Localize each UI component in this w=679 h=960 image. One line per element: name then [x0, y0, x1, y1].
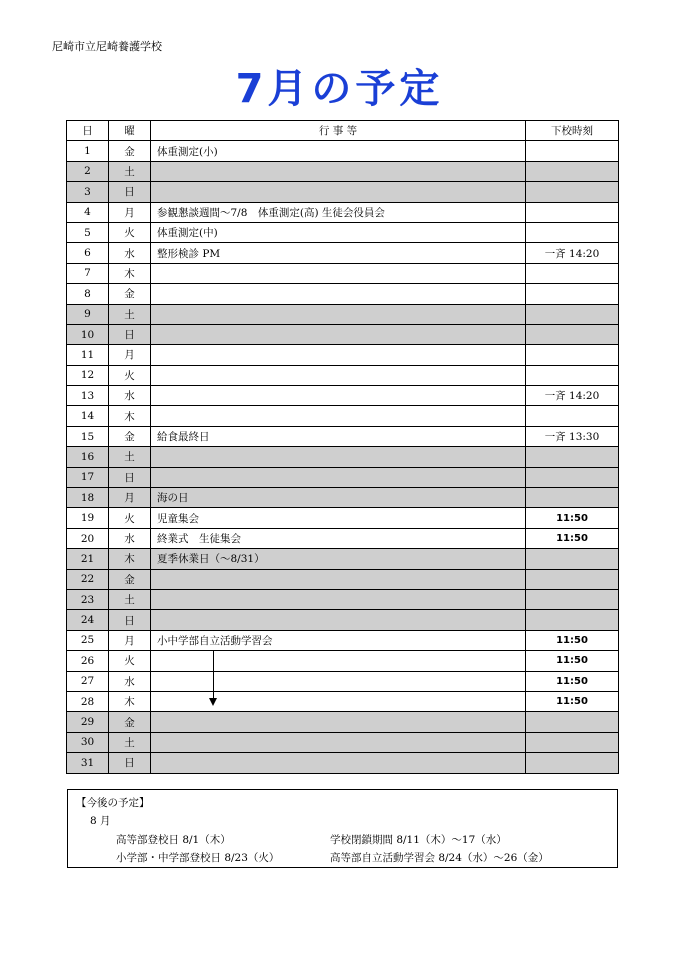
event-cell — [151, 753, 526, 773]
column-header-weekday: 曜 — [109, 121, 151, 141]
event-cell: 終業式 生徒集会 — [151, 528, 526, 548]
event-cell — [151, 691, 526, 711]
day-cell: 20 — [67, 528, 109, 548]
weekday-cell: 土 — [109, 732, 151, 752]
dismissal-time-cell — [526, 263, 619, 283]
day-cell: 8 — [67, 284, 109, 304]
day-cell: 5 — [67, 222, 109, 242]
event-cell: 体重測定(中) — [151, 222, 526, 242]
dismissal-time-cell — [526, 202, 619, 222]
dismissal-time-cell — [526, 222, 619, 242]
table-row — [67, 447, 619, 467]
table-row — [67, 284, 619, 304]
table-row — [67, 243, 619, 263]
weekday-cell: 火 — [109, 365, 151, 385]
table-row — [67, 630, 619, 650]
dismissal-time-cell — [526, 589, 619, 609]
event-cell: 給食最終日 — [151, 426, 526, 446]
table-row — [67, 753, 619, 773]
upcoming-header: 【今後の予定】 — [76, 797, 150, 809]
table-row — [67, 324, 619, 344]
weekday-cell: 木 — [109, 549, 151, 569]
weekday-cell: 月 — [109, 630, 151, 650]
dismissal-time-cell: 一斉 14:20 — [526, 386, 619, 406]
upcoming-item: 学校閉鎖期間 8/11（木）～17（水） — [330, 834, 507, 846]
weekday-cell: 日 — [109, 610, 151, 630]
event-cell — [151, 671, 526, 691]
weekday-cell: 金 — [109, 712, 151, 732]
weekday-cell: 火 — [109, 508, 151, 528]
table-row — [67, 712, 619, 732]
day-cell: 30 — [67, 732, 109, 752]
day-cell: 13 — [67, 386, 109, 406]
dismissal-time-cell — [526, 182, 619, 202]
weekday-cell: 金 — [109, 426, 151, 446]
event-cell: 参観懇談週間～7/8 体重測定(高) 生徒会役員会 — [151, 202, 526, 222]
dismissal-time-cell — [526, 141, 619, 161]
column-header-events: 行 事 等 — [151, 121, 526, 141]
table-row — [67, 141, 619, 161]
event-cell — [151, 406, 526, 426]
day-cell: 26 — [67, 651, 109, 671]
dismissal-time-cell — [526, 324, 619, 344]
event-cell — [151, 304, 526, 324]
dismissal-time-cell — [526, 488, 619, 508]
day-cell: 21 — [67, 549, 109, 569]
day-cell: 6 — [67, 243, 109, 263]
weekday-cell: 水 — [109, 386, 151, 406]
schedule-table — [66, 120, 619, 774]
weekday-cell: 月 — [109, 345, 151, 365]
upcoming-item: 高等部登校日 8/1（木） — [116, 834, 231, 846]
upcoming-item: 小学部・中学部登校日 8/23（火） — [116, 852, 280, 864]
weekday-cell: 火 — [109, 222, 151, 242]
table-row — [67, 671, 619, 691]
weekday-cell: 水 — [109, 243, 151, 263]
event-cell — [151, 467, 526, 487]
day-cell: 11 — [67, 345, 109, 365]
weekday-cell: 金 — [109, 284, 151, 304]
day-cell: 17 — [67, 467, 109, 487]
event-cell — [151, 365, 526, 385]
day-cell: 10 — [67, 324, 109, 344]
weekday-cell: 水 — [109, 528, 151, 548]
upcoming-schedule-box — [67, 789, 618, 868]
event-cell — [151, 345, 526, 365]
weekday-cell: 日 — [109, 753, 151, 773]
column-header-day: 日 — [67, 121, 109, 141]
table-row — [67, 732, 619, 752]
table-row — [67, 386, 619, 406]
day-cell: 9 — [67, 304, 109, 324]
weekday-cell: 木 — [109, 406, 151, 426]
dismissal-time-cell: 11:50 — [526, 630, 619, 650]
event-cell: 夏季休業日（～8/31） — [151, 549, 526, 569]
weekday-cell: 月 — [109, 202, 151, 222]
dismissal-time-cell — [526, 345, 619, 365]
dismissal-time-cell — [526, 569, 619, 589]
day-cell: 7 — [67, 263, 109, 283]
page-title: 7月の予定 — [235, 66, 444, 112]
column-header-dismissal-time: 下校時刻 — [526, 121, 619, 141]
day-cell: 24 — [67, 610, 109, 630]
table-header-row — [67, 121, 619, 141]
weekday-cell: 日 — [109, 182, 151, 202]
table-row — [67, 182, 619, 202]
table-row — [67, 589, 619, 609]
day-cell: 3 — [67, 182, 109, 202]
day-cell: 28 — [67, 691, 109, 711]
table-row — [67, 426, 619, 446]
table-row — [67, 202, 619, 222]
upcoming-month: 8 月 — [90, 815, 111, 827]
day-cell: 22 — [67, 569, 109, 589]
school-name: 尼崎市立尼崎養護学校 — [52, 40, 162, 53]
weekday-cell: 土 — [109, 447, 151, 467]
event-cell: 海の日 — [151, 488, 526, 508]
dismissal-time-cell: 11:50 — [526, 528, 619, 548]
event-cell — [151, 712, 526, 732]
table-row — [67, 528, 619, 548]
day-cell: 16 — [67, 447, 109, 467]
continuation-arrow-line — [213, 650, 214, 700]
day-cell: 27 — [67, 671, 109, 691]
table-row — [67, 406, 619, 426]
table-row — [67, 467, 619, 487]
event-cell — [151, 182, 526, 202]
dismissal-time-cell: 11:50 — [526, 691, 619, 711]
event-cell: 小中学部自立活動学習会 — [151, 630, 526, 650]
event-cell — [151, 732, 526, 752]
day-cell: 4 — [67, 202, 109, 222]
table-row — [67, 222, 619, 242]
dismissal-time-cell: 一斉 13:30 — [526, 426, 619, 446]
dismissal-time-cell — [526, 447, 619, 467]
weekday-cell: 木 — [109, 691, 151, 711]
dismissal-time-cell — [526, 467, 619, 487]
table-row — [67, 549, 619, 569]
table-row — [67, 345, 619, 365]
weekday-cell: 金 — [109, 569, 151, 589]
dismissal-time-cell — [526, 161, 619, 181]
event-cell — [151, 651, 526, 671]
dismissal-time-cell: 11:50 — [526, 651, 619, 671]
day-cell: 25 — [67, 630, 109, 650]
event-cell — [151, 589, 526, 609]
table-row — [67, 488, 619, 508]
dismissal-time-cell — [526, 304, 619, 324]
event-cell — [151, 447, 526, 467]
weekday-cell: 土 — [109, 589, 151, 609]
dismissal-time-cell — [526, 753, 619, 773]
weekday-cell: 日 — [109, 467, 151, 487]
table-row — [67, 161, 619, 181]
dismissal-time-cell: 一斉 14:20 — [526, 243, 619, 263]
table-row — [67, 651, 619, 671]
weekday-cell: 日 — [109, 324, 151, 344]
day-cell: 23 — [67, 589, 109, 609]
weekday-cell: 水 — [109, 671, 151, 691]
weekday-cell: 火 — [109, 651, 151, 671]
table-row — [67, 610, 619, 630]
dismissal-time-cell: 11:50 — [526, 671, 619, 691]
dismissal-time-cell — [526, 284, 619, 304]
day-cell: 14 — [67, 406, 109, 426]
dismissal-time-cell — [526, 549, 619, 569]
upcoming-item: 高等部自立活動学習会 8/24（水）～26（金） — [330, 852, 549, 864]
table-row — [67, 304, 619, 324]
day-cell: 18 — [67, 488, 109, 508]
event-cell — [151, 284, 526, 304]
table-row — [67, 365, 619, 385]
event-cell — [151, 324, 526, 344]
event-cell — [151, 263, 526, 283]
weekday-cell: 木 — [109, 263, 151, 283]
day-cell: 15 — [67, 426, 109, 446]
table-row — [67, 569, 619, 589]
dismissal-time-cell — [526, 365, 619, 385]
event-cell: 児童集会 — [151, 508, 526, 528]
dismissal-time-cell — [526, 712, 619, 732]
arrow-down-icon — [209, 698, 217, 706]
day-cell: 19 — [67, 508, 109, 528]
event-cell: 体重測定(小) — [151, 141, 526, 161]
weekday-cell: 土 — [109, 304, 151, 324]
day-cell: 12 — [67, 365, 109, 385]
event-cell — [151, 161, 526, 181]
event-cell — [151, 610, 526, 630]
table-row — [67, 263, 619, 283]
day-cell: 31 — [67, 753, 109, 773]
dismissal-time-cell: 11:50 — [526, 508, 619, 528]
event-cell — [151, 569, 526, 589]
event-cell: 整形検診 PM — [151, 243, 526, 263]
weekday-cell: 金 — [109, 141, 151, 161]
weekday-cell: 土 — [109, 161, 151, 181]
day-cell: 29 — [67, 712, 109, 732]
dismissal-time-cell — [526, 732, 619, 752]
table-row — [67, 691, 619, 711]
day-cell: 1 — [67, 141, 109, 161]
weekday-cell: 月 — [109, 488, 151, 508]
dismissal-time-cell — [526, 610, 619, 630]
dismissal-time-cell — [526, 406, 619, 426]
event-cell — [151, 386, 526, 406]
table-row — [67, 508, 619, 528]
day-cell: 2 — [67, 161, 109, 181]
